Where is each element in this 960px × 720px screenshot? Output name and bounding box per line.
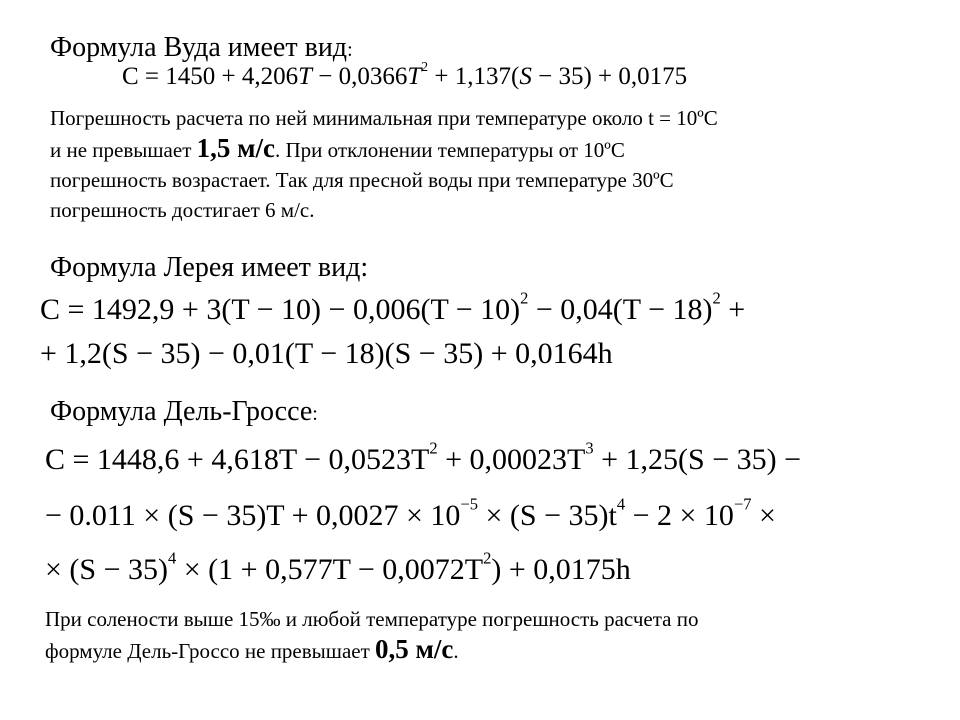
delgrosso-formula-exponent: 3: [585, 438, 594, 458]
delgrosso-formula-part: − 0.011 × (S − 35)T + 0,0027 × 10: [45, 499, 461, 532]
delgrosso-formula-exponent: 2: [483, 548, 492, 568]
delgrosso-paragraph-line: При солености выше 15‰ и любой температуре погрешность расчета по: [45, 607, 699, 631]
wood-formula-var: T: [407, 63, 422, 90]
delgrosso-heading: [50, 396, 318, 430]
delgrosso-heading-text: Формула Дель-Гроссе: [50, 396, 313, 427]
delgrosso-formula-part: ×: [751, 499, 776, 532]
lerey-heading: Формула Лерея имеет вид:: [50, 252, 369, 283]
wood-paragraph-line: [50, 133, 718, 165]
delgrosso-formula-part: + 1,25(S − 35) −: [593, 443, 802, 476]
wood-formula-part: − 0,0366: [312, 63, 408, 90]
delgrosso-formula-line-1: [45, 440, 801, 480]
delgrosso-formula-line-3: [45, 550, 631, 590]
wood-paragraph-text: . При отклонении температуры от 10ºC: [275, 138, 625, 162]
delgrosso-formula-part: × (S − 35)t: [478, 499, 617, 532]
delgrosso-formula-exponent: −5: [460, 494, 478, 514]
delgrosso-formula-part: × (1 + 0,577T − 0,0072T: [176, 553, 484, 586]
wood-formula-part: + 1,137(: [428, 63, 520, 90]
delgrosso-paragraph: [45, 604, 698, 666]
delgrosso-error-value: 0,5 м/с: [375, 634, 454, 664]
delgrosso-formula-part: + 0,00023T: [437, 443, 586, 476]
delgrosso-formula-exponent: 2: [429, 438, 438, 458]
wood-heading-text: Формула Вуда имеет вид: [50, 32, 348, 63]
wood-error-value: 1,5 м/с: [196, 133, 276, 163]
wood-formula-part: C = 1450 + 4,206: [122, 63, 299, 90]
delgrosso-formula-part: − 2 × 10: [625, 499, 734, 532]
delgrosso-formula-exponent: 4: [168, 548, 177, 568]
wood-paragraph-text: и не превышает: [50, 138, 197, 162]
delgrosso-paragraph-line: [45, 634, 698, 666]
delgrosso-formula-line-2: [45, 496, 776, 536]
lerey-formula-line-2: + 1,2(S − 35) − 0,01(T − 18)(S − 35) + 0,0164h: [40, 337, 613, 370]
delgrosso-paragraph-text: .: [453, 639, 459, 663]
wood-paragraph: [50, 103, 718, 225]
delgrosso-formula-part: C = 1448,6 + 4,618T − 0,0523T: [45, 443, 430, 476]
delgrosso-paragraph-text: формуле Дель-Гроссо не превышает: [45, 639, 376, 663]
wood-formula-var: S: [519, 63, 532, 90]
wood-formula-part: − 35) + 0,0175: [531, 63, 688, 90]
wood-heading-colon: :: [347, 39, 353, 61]
delgrosso-formula-exponent: 4: [616, 494, 626, 514]
lerey-formula-exponent: 2: [712, 288, 721, 308]
wood-formula-exponent: 2: [421, 58, 429, 74]
delgrosso-formula-part: × (S − 35): [45, 553, 169, 586]
lerey-formula-exponent: 2: [520, 288, 529, 308]
wood-formula: [122, 57, 687, 97]
lerey-formula-part: +: [720, 293, 746, 326]
lerey-formula-part: C = 1492,9 + 3(T − 10) − 0,006(T − 10): [40, 293, 521, 326]
lerey-formula-line-1: [40, 290, 745, 330]
delgrosso-formula-exponent: −7: [733, 494, 752, 514]
wood-paragraph-line: погрешность возрастает. Так для пресной воды при температуре 30ºC: [50, 168, 674, 192]
lerey-formula-part: − 0,04(T − 18): [528, 293, 713, 326]
delgrosso-formula-part: ) + 0,0175h: [491, 553, 631, 586]
delgrosso-heading-colon: :: [312, 403, 318, 425]
wood-paragraph-line: Погрешность расчета по ней минимальная при температуре около t = 10ºC: [50, 106, 718, 130]
wood-paragraph-line: погрешность достигает 6 м/с.: [50, 198, 315, 222]
wood-formula-var: T: [298, 63, 313, 90]
